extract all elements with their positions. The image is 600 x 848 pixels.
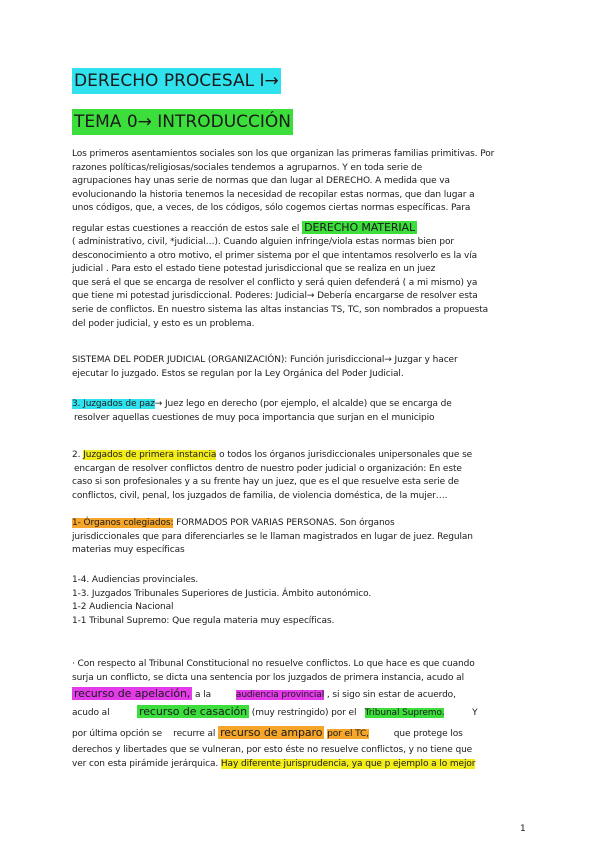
text-run: que protege los xyxy=(368,729,463,740)
text-line: resolver aquellas cuestiones de muy poca importancia que surjan en el municipio xyxy=(74,412,435,423)
text-line: materias muy específicas xyxy=(72,545,185,556)
text-run: 2. xyxy=(72,450,84,460)
text-line xyxy=(72,216,528,236)
highlight-jurisprudencia: Hay diferente jurisprudencia, ya que p ejemplo a lo mejor xyxy=(220,758,476,769)
list-item: 1-2 Audiencia Nacional xyxy=(72,602,174,613)
text-line xyxy=(72,449,528,463)
text-line xyxy=(72,758,528,772)
text-line: SISTEMA DEL PODER JUDICIAL (ORGANIZACIÓN): Función jurisdiccional→ Juzgar y hacer xyxy=(72,355,458,365)
section-heading: TEMA 0→ INTRODUCCIÓN xyxy=(72,109,293,135)
text-line xyxy=(72,398,528,412)
document-title: DERECHO PROCESAL I→ xyxy=(72,68,281,94)
text-line: que tiene mi potestad jurisdiccional. Poderes: Judicial→ Debería encargarse de resolver esta xyxy=(72,291,478,302)
list-item: 1-3. Juzgados Tribunales Superiores de Justicia. Ámbito autonómico. xyxy=(72,588,372,599)
text-line: jurisdiccionales que para diferenciarles se le llaman magistrados en lugar de juez. Regulan xyxy=(72,531,473,542)
text-line: judicial . Para esto el estado tiene potestad jurisdiccional que se realiza en un juez xyxy=(72,264,436,275)
text-run: regular estas cuestiones a reacción de estos sale el xyxy=(72,223,303,234)
list-item: 1-1 Tribunal Supremo: Que regula materia muy específicas. xyxy=(72,615,335,626)
text-line: conflictos, civil, penal, los juzgados de familia, de violencia doméstica, de la mujer…. xyxy=(72,490,448,501)
highlight-recurso-casacion: recurso de casación xyxy=(139,705,248,719)
text-run: FORMADOS POR VARIAS PERSONAS. Son órganos xyxy=(173,518,395,528)
intro-paragraph xyxy=(72,148,528,331)
text-line: ejecutar lo juzgado. Estos se regulan por la Ley Orgánica del Poder Judicial. xyxy=(72,368,404,379)
text-run: o todos los órganos jurisdiccionales unipersonales que se xyxy=(216,450,473,460)
highlight-juzgados-paz: 3. Juzgados de paz xyxy=(72,399,155,409)
text-run: → Juez lego en derecho (por ejemplo, el alcalde) que se encarga de xyxy=(154,399,452,409)
text-line: unos códigos, que, a veces, de los códigos, sólo cogemos ciertas normas específicas. Para xyxy=(72,203,471,214)
text-line: surja un conflicto, se dicta una sentencia por los juzgados de primera instancia, acudo al xyxy=(72,672,464,683)
text-line: derechos y libertades que se vulneran, por esto éste no resuelve conflictos, y no tiene que xyxy=(72,745,473,756)
text-run: , si sigo sin estar de acuerdo, xyxy=(324,690,456,701)
juzgados-paz-paragraph xyxy=(72,398,528,425)
text-line xyxy=(72,517,528,531)
sistema-paragraph xyxy=(72,354,528,381)
text-run: por última opción se recurre al xyxy=(72,729,219,740)
tribunal-constitucional-paragraph xyxy=(72,658,528,771)
text-line xyxy=(72,722,528,744)
text-line: · Con respecto al Tribunal Constitucional no resuelve conflictos. Lo que hace es que cuando xyxy=(72,659,475,669)
text-line: agrupaciones hay unas serie de normas que dan lugar al DERECHO. A medida que va xyxy=(72,176,450,187)
highlight-audiencia-provincial: audiencia provincial xyxy=(235,690,325,701)
text-run: a la xyxy=(192,690,236,701)
highlight-tribunal-supremo: Tribunal Supremo. xyxy=(364,708,445,719)
text-line: desconocimiento a otro motivo, el primer sistema por el que intentamos resolverlo es la vía xyxy=(72,250,478,261)
text-line: que será el que se encarga de resolver el conflicto y será quien defenderá ( a mi mismo) ya xyxy=(72,277,478,288)
highlight-recurso-apelacion: recurso de apelación, xyxy=(74,687,191,701)
text-line xyxy=(72,685,528,702)
text-line: del poder judicial, y esto es un problema. xyxy=(72,318,255,329)
list-item: 1-4. Audiencias provinciales. xyxy=(72,575,199,585)
primera-instancia-paragraph xyxy=(72,449,528,503)
highlight-organos-colegiados: 1- Órganos colegiados: xyxy=(72,518,174,528)
highlight-recurso-amparo: recurso de amparo xyxy=(220,726,323,740)
text-line xyxy=(72,702,528,722)
colegiados-paragraph xyxy=(72,517,528,558)
text-line: Los primeros asentamientos sociales son los que organizan las primeras familias primitivas. Por xyxy=(72,149,495,159)
text-line: serie de conflictos. En nuestro sistema las altas instancias TS, TC, son nombrados a propuesta xyxy=(72,304,489,315)
highlight-derecho-material: DERECHO MATERIAL xyxy=(304,220,415,234)
highlight-por-el-tc: por el TC, xyxy=(327,729,369,740)
page-number: 1 xyxy=(520,824,526,834)
text-run: acudo al xyxy=(72,708,138,719)
text-run: ver con esta pirámide jerárquica. xyxy=(72,758,221,769)
text-run: Y xyxy=(444,708,478,719)
text-run: (muy restringido) por el xyxy=(249,708,365,719)
organ-list xyxy=(72,574,528,628)
text-line: encargan de resolver conflictos dentro de nuestro poder judicial o organización: En este xyxy=(74,463,462,474)
highlight-primera-instancia: Juzgados de primera instancia xyxy=(83,450,217,460)
text-line: caso si son profesionales y a su frente hay un juez, que es el que resuelve esta serie de xyxy=(72,477,459,488)
text-line: evolucionando la historia tenemos la necesidad de recopilar estas normas, que dan lugar a xyxy=(72,189,475,200)
text-line: razones políticas/religiosas/sociales tendemos a agruparnos. Y en toda serie de xyxy=(72,162,423,173)
text-line: ( administrativo, civil, *judicial…). Cuando alguien infringe/viola estas normas bien por xyxy=(72,236,455,247)
